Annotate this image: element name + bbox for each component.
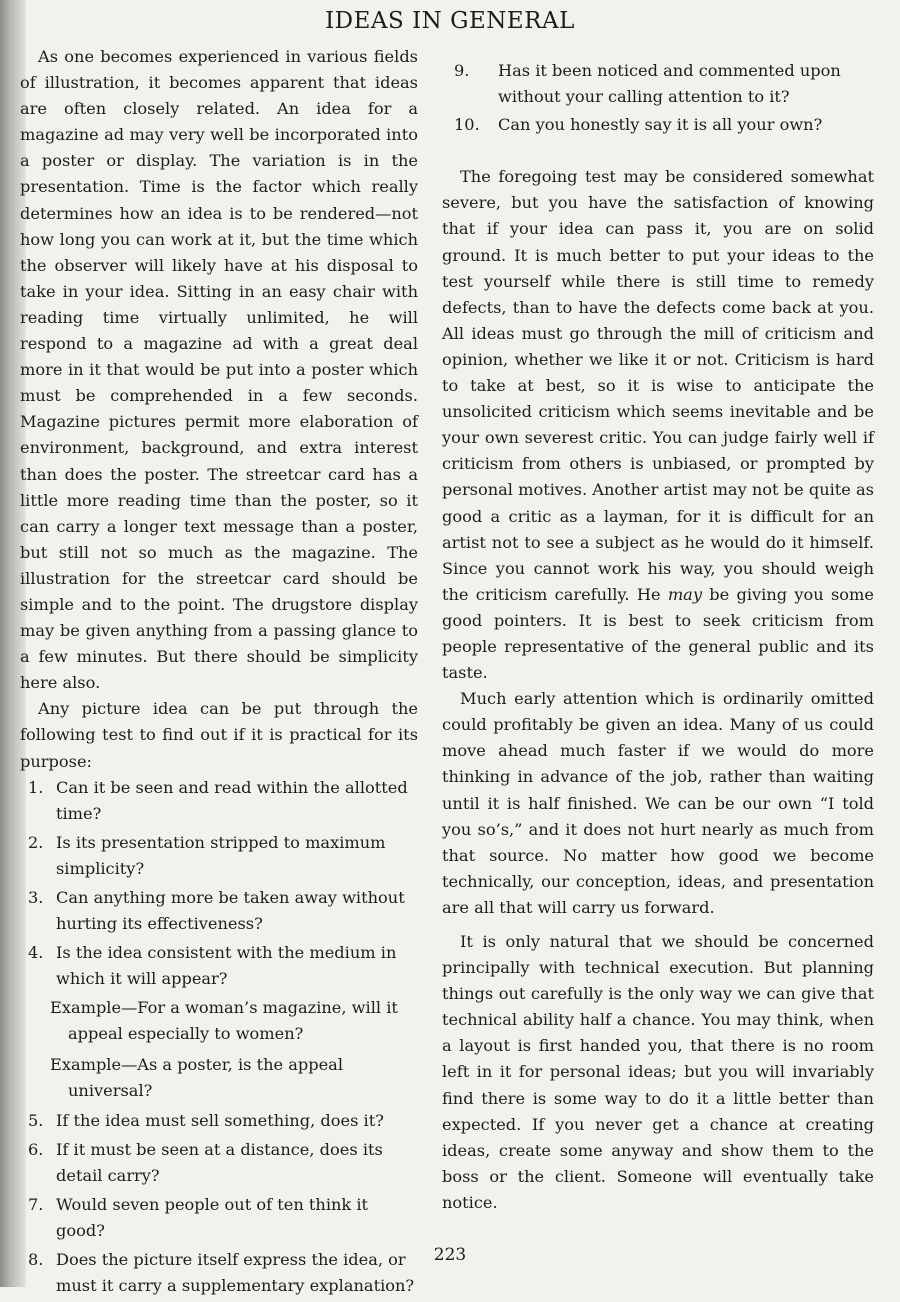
criticism-text-end: be giving you some good pointers. It is best to seek criticism from people representative of the general public and its taste. <box>442 584 874 683</box>
test-question-list-end <box>442 58 874 138</box>
item-text: Can anything more be taken away without hurting its effectiveness? <box>56 888 405 934</box>
list-item <box>442 58 874 110</box>
list-item <box>20 830 418 882</box>
spacer <box>442 140 874 164</box>
test-question-list <box>20 775 418 993</box>
emphasis-word: may <box>667 584 702 604</box>
list-item <box>20 775 418 827</box>
item-text: Would seven people out of ten think it good? <box>56 1195 369 1241</box>
page-title: IDEAS IN GENERAL <box>325 8 575 34</box>
example-line: Example—For a woman’s magazine, will it appeal especially to women? <box>50 998 398 1044</box>
list-item <box>442 112 874 138</box>
list-item <box>20 885 418 937</box>
item-text: Does the picture itself express the idea, or must it carry a supplementary explanation? <box>56 1250 415 1296</box>
item-number: 7. <box>28 1195 44 1215</box>
list-item <box>20 1108 418 1134</box>
criticism-paragraph <box>442 164 874 686</box>
example-block <box>20 995 418 1103</box>
item-number: 4. <box>28 943 44 963</box>
item-number: 1. <box>28 777 44 797</box>
item-text: Is the idea consistent with the medium in which it will appear? <box>56 943 397 989</box>
item-text: Can it be seen and read within the allotted time? <box>56 777 408 823</box>
item-number: 10. <box>454 115 480 135</box>
right-column <box>442 58 874 1216</box>
item-number: 8. <box>28 1250 44 1270</box>
item-text: If it must be seen at a distance, does its detail carry? <box>56 1139 383 1185</box>
item-text: Can you honestly say it is all your own? <box>498 115 823 135</box>
item-number: 6. <box>28 1139 44 1159</box>
intro-paragraph: As one becomes experienced in various fields of illustration, it becomes apparent that ideas are often closely related. An idea for a magazine ad may very well be incorporated into a poster or display. The variation is in the presentation. Time is the factor which really determines how an idea is to be rendered—not how long you can work at it, but the time which the observer will likely have at his disposal to take in your idea. Sitting in an easy chair with reading time virtually unlimited, he will respond to a magazine ad with a great deal more in it that would be put into a poster which must be comprehended in a few seconds. Magazine pictures permit more elaboration of environment, background, and extra interest than does the poster. The streetcar card has a little more reading time than the poster, so it can carry a longer text message than a poster, but still not so much as the magazine. The illustration for the streetcar card should be simple and to the point. The drugstore display may be given anything from a passing glance to a few minutes. But there should be simplicity here also. <box>20 47 418 693</box>
item-number: 5. <box>28 1110 44 1130</box>
left-column <box>20 44 418 1302</box>
example-line: Example—As a poster, is the appeal universal? <box>50 1054 344 1100</box>
page-number: 223 <box>433 1245 467 1265</box>
criticism-text-start: The foregoing test may be considered somewhat severe, but you have the satisfaction of knowing that if your idea can pass it, you are on solid ground. It is much better to put your ideas to the test yourself while there is still time to remedy defects, than to have the defects come back at you. All ideas must go through the mill of criticism and opinion, whether we like it or not. Criticism is hard to take at best, so it is wise to anticipate the unsolicited criticism which seems inevitable and be your own severest critic. You can judge fairly well if criticism from others is unbiased, or prompted by personal motives. Another artist may not be quite as good a critic as a layman, for it is difficult for an artist not to see a subject as he would do it himself. Since you cannot work his way, you should weigh the criticism carefully. He <box>442 167 874 604</box>
list-item <box>20 1192 418 1244</box>
item-text: Has it been noticed and commented upon without your calling attention to it? <box>498 61 841 107</box>
list-item <box>20 1137 418 1189</box>
item-number: 2. <box>28 832 44 852</box>
test-question-list-continued <box>20 1108 418 1300</box>
planning-paragraph: It is only natural that we should be concerned principally with technical execution. But planning things out carefully is the only way we can give that technical ability half a chance. You may think, when a layout is first handed you, that there is no room left in it for personal ideas; but you will invariably find there is some way to do it a little better than expected. If you never get a chance at creating ideas, create some anyway and show them to the boss or the client. Someone will eventually take notice. <box>442 932 874 1212</box>
spacer <box>442 921 874 929</box>
item-text: Is its presentation stripped to maximum simplicity? <box>56 832 386 878</box>
test-intro-paragraph: Any picture idea can be put through the following test to find out if it is practical for its purpose: <box>20 699 418 771</box>
item-text: If the idea must sell something, does it? <box>56 1110 384 1130</box>
list-item <box>20 940 418 992</box>
item-number: 3. <box>28 888 44 907</box>
early-attention-paragraph: Much early attention which is ordinarily omitted could profitably be given an idea. Many of us could move ahead much faster if we would do more thinking in advance of the job, rather than waiting until it is half finished. We can be our own “I told you so’s,” and it does not hurt nearly as much from that source. No matter how good we become technically, our conception, ideas, and presentation are all that will carry us forward. <box>442 689 874 917</box>
item-number: 9. <box>454 61 470 80</box>
